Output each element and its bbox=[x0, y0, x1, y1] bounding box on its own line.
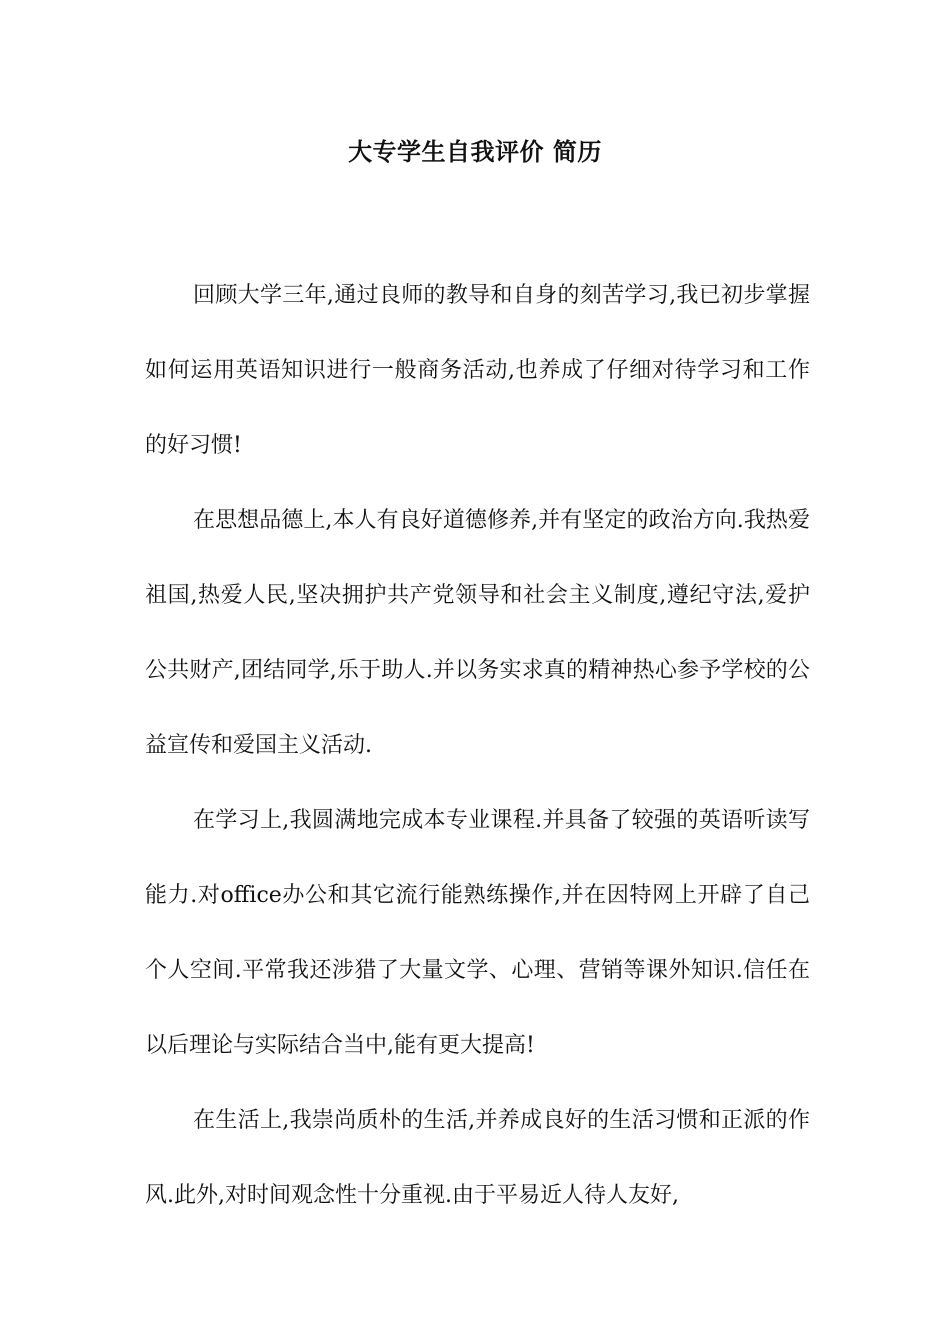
paragraph-study: 在学习上,我圆满地完成本专业课程.并具备了较强的英语听读写能力.对office办公和其它流行能熟练操作,并在因特网上开辟了自己个人空间.平常我还涉猎了大量文学、心理、营销等课外知识.信任在以后理论与实际结合当中,能有更大提高! bbox=[145, 808, 810, 1058]
paragraph-review: 回顾大学三年,通过良师的教导和自身的刻苦学习,我已初步掌握如何运用英语知识进行一般商务活动,也养成了仔细对待学习和工作的好习惯! bbox=[145, 283, 810, 458]
paragraph-morality: 在思想品德上,本人有良好道德修养,并有坚定的政治方向.我热爱祖国,热爱人民,坚决拥护共产党领导和社会主义制度,遵纪守法,爱护公共财产,团结同学,乐于助人.并以务实求真的精神热心参予学校的公益宣传和爱国主义活动. bbox=[145, 508, 810, 758]
document-title: 大专学生自我评价 简历 bbox=[348, 137, 602, 166]
document-body bbox=[145, 258, 810, 1233]
paragraph-life: 在生活上,我崇尚质朴的生活,并养成良好的生活习惯和正派的作风.此外,对时间观念性十分重视.由于平易近人待人友好, bbox=[145, 1108, 810, 1208]
